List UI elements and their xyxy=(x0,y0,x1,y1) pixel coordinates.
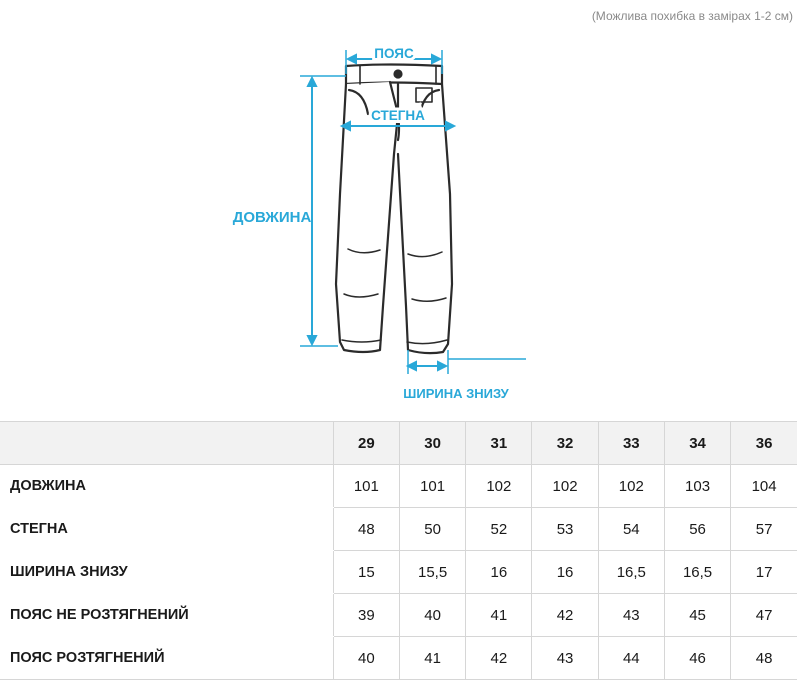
table-cell: 16,5 xyxy=(598,551,664,594)
size-header-30: 30 xyxy=(399,422,465,465)
table-row xyxy=(0,465,797,508)
size-header-36: 36 xyxy=(731,422,797,465)
table-cell: 42 xyxy=(532,594,598,637)
table-cell: 57 xyxy=(731,508,797,551)
table-cell: 44 xyxy=(598,637,664,680)
table-cell: 48 xyxy=(333,508,399,551)
row-label-waist-stretched: ПОЯС РОЗТЯГНЕНИЙ xyxy=(0,637,333,680)
size-header-31: 31 xyxy=(466,422,532,465)
row-label-hem-width: ШИРИНА ЗНИЗУ xyxy=(0,551,333,594)
table-cell: 15,5 xyxy=(399,551,465,594)
table-cell: 102 xyxy=(532,465,598,508)
table-cell: 53 xyxy=(532,508,598,551)
table-cell: 39 xyxy=(333,594,399,637)
size-header-row xyxy=(0,422,797,465)
table-row xyxy=(0,637,797,680)
table-cell: 16,5 xyxy=(664,551,730,594)
table-cell: 16 xyxy=(466,551,532,594)
table-cell: 41 xyxy=(466,594,532,637)
row-label-length: ДОВЖИНА xyxy=(0,465,333,508)
size-header-34: 34 xyxy=(664,422,730,465)
table-cell: 42 xyxy=(466,637,532,680)
table-cell: 40 xyxy=(399,594,465,637)
table-cell: 103 xyxy=(664,465,730,508)
table-cell: 52 xyxy=(466,508,532,551)
table-cell: 17 xyxy=(731,551,797,594)
table-cell: 101 xyxy=(333,465,399,508)
table-cell: 45 xyxy=(664,594,730,637)
measurement-error-note: (Можлива похибка в замірах 1-2 см) xyxy=(591,9,793,23)
table-cell: 54 xyxy=(598,508,664,551)
row-label-waist-unstretched: ПОЯС НЕ РОЗТЯГНЕНИЙ xyxy=(0,594,333,637)
hips-label: СТЕГНА xyxy=(371,108,425,123)
table-cell: 56 xyxy=(664,508,730,551)
table-cell: 43 xyxy=(598,594,664,637)
pants-measurement-diagram xyxy=(228,44,600,402)
size-header-29: 29 xyxy=(333,422,399,465)
row-label-hips: СТЕГНА xyxy=(0,508,333,551)
table-cell: 40 xyxy=(333,637,399,680)
waist-label: ПОЯС xyxy=(374,46,414,61)
table-row xyxy=(0,594,797,637)
table-cell: 16 xyxy=(532,551,598,594)
table-cell: 102 xyxy=(466,465,532,508)
table-cell: 15 xyxy=(333,551,399,594)
table-cell: 104 xyxy=(731,465,797,508)
table-cell: 43 xyxy=(532,637,598,680)
length-label: ДОВЖИНА xyxy=(232,209,312,226)
table-cell: 48 xyxy=(731,637,797,680)
table-cell: 50 xyxy=(399,508,465,551)
table-cell: 101 xyxy=(399,465,465,508)
table-row xyxy=(0,508,797,551)
header-corner-cell xyxy=(0,422,333,465)
hem-label: ШИРИНА ЗНИЗУ xyxy=(403,386,509,401)
table-row xyxy=(0,551,797,594)
table-cell: 41 xyxy=(399,637,465,680)
size-header-32: 32 xyxy=(532,422,598,465)
size-chart-table xyxy=(0,421,797,680)
table-cell: 47 xyxy=(731,594,797,637)
table-cell: 46 xyxy=(664,637,730,680)
size-header-33: 33 xyxy=(598,422,664,465)
table-cell: 102 xyxy=(598,465,664,508)
